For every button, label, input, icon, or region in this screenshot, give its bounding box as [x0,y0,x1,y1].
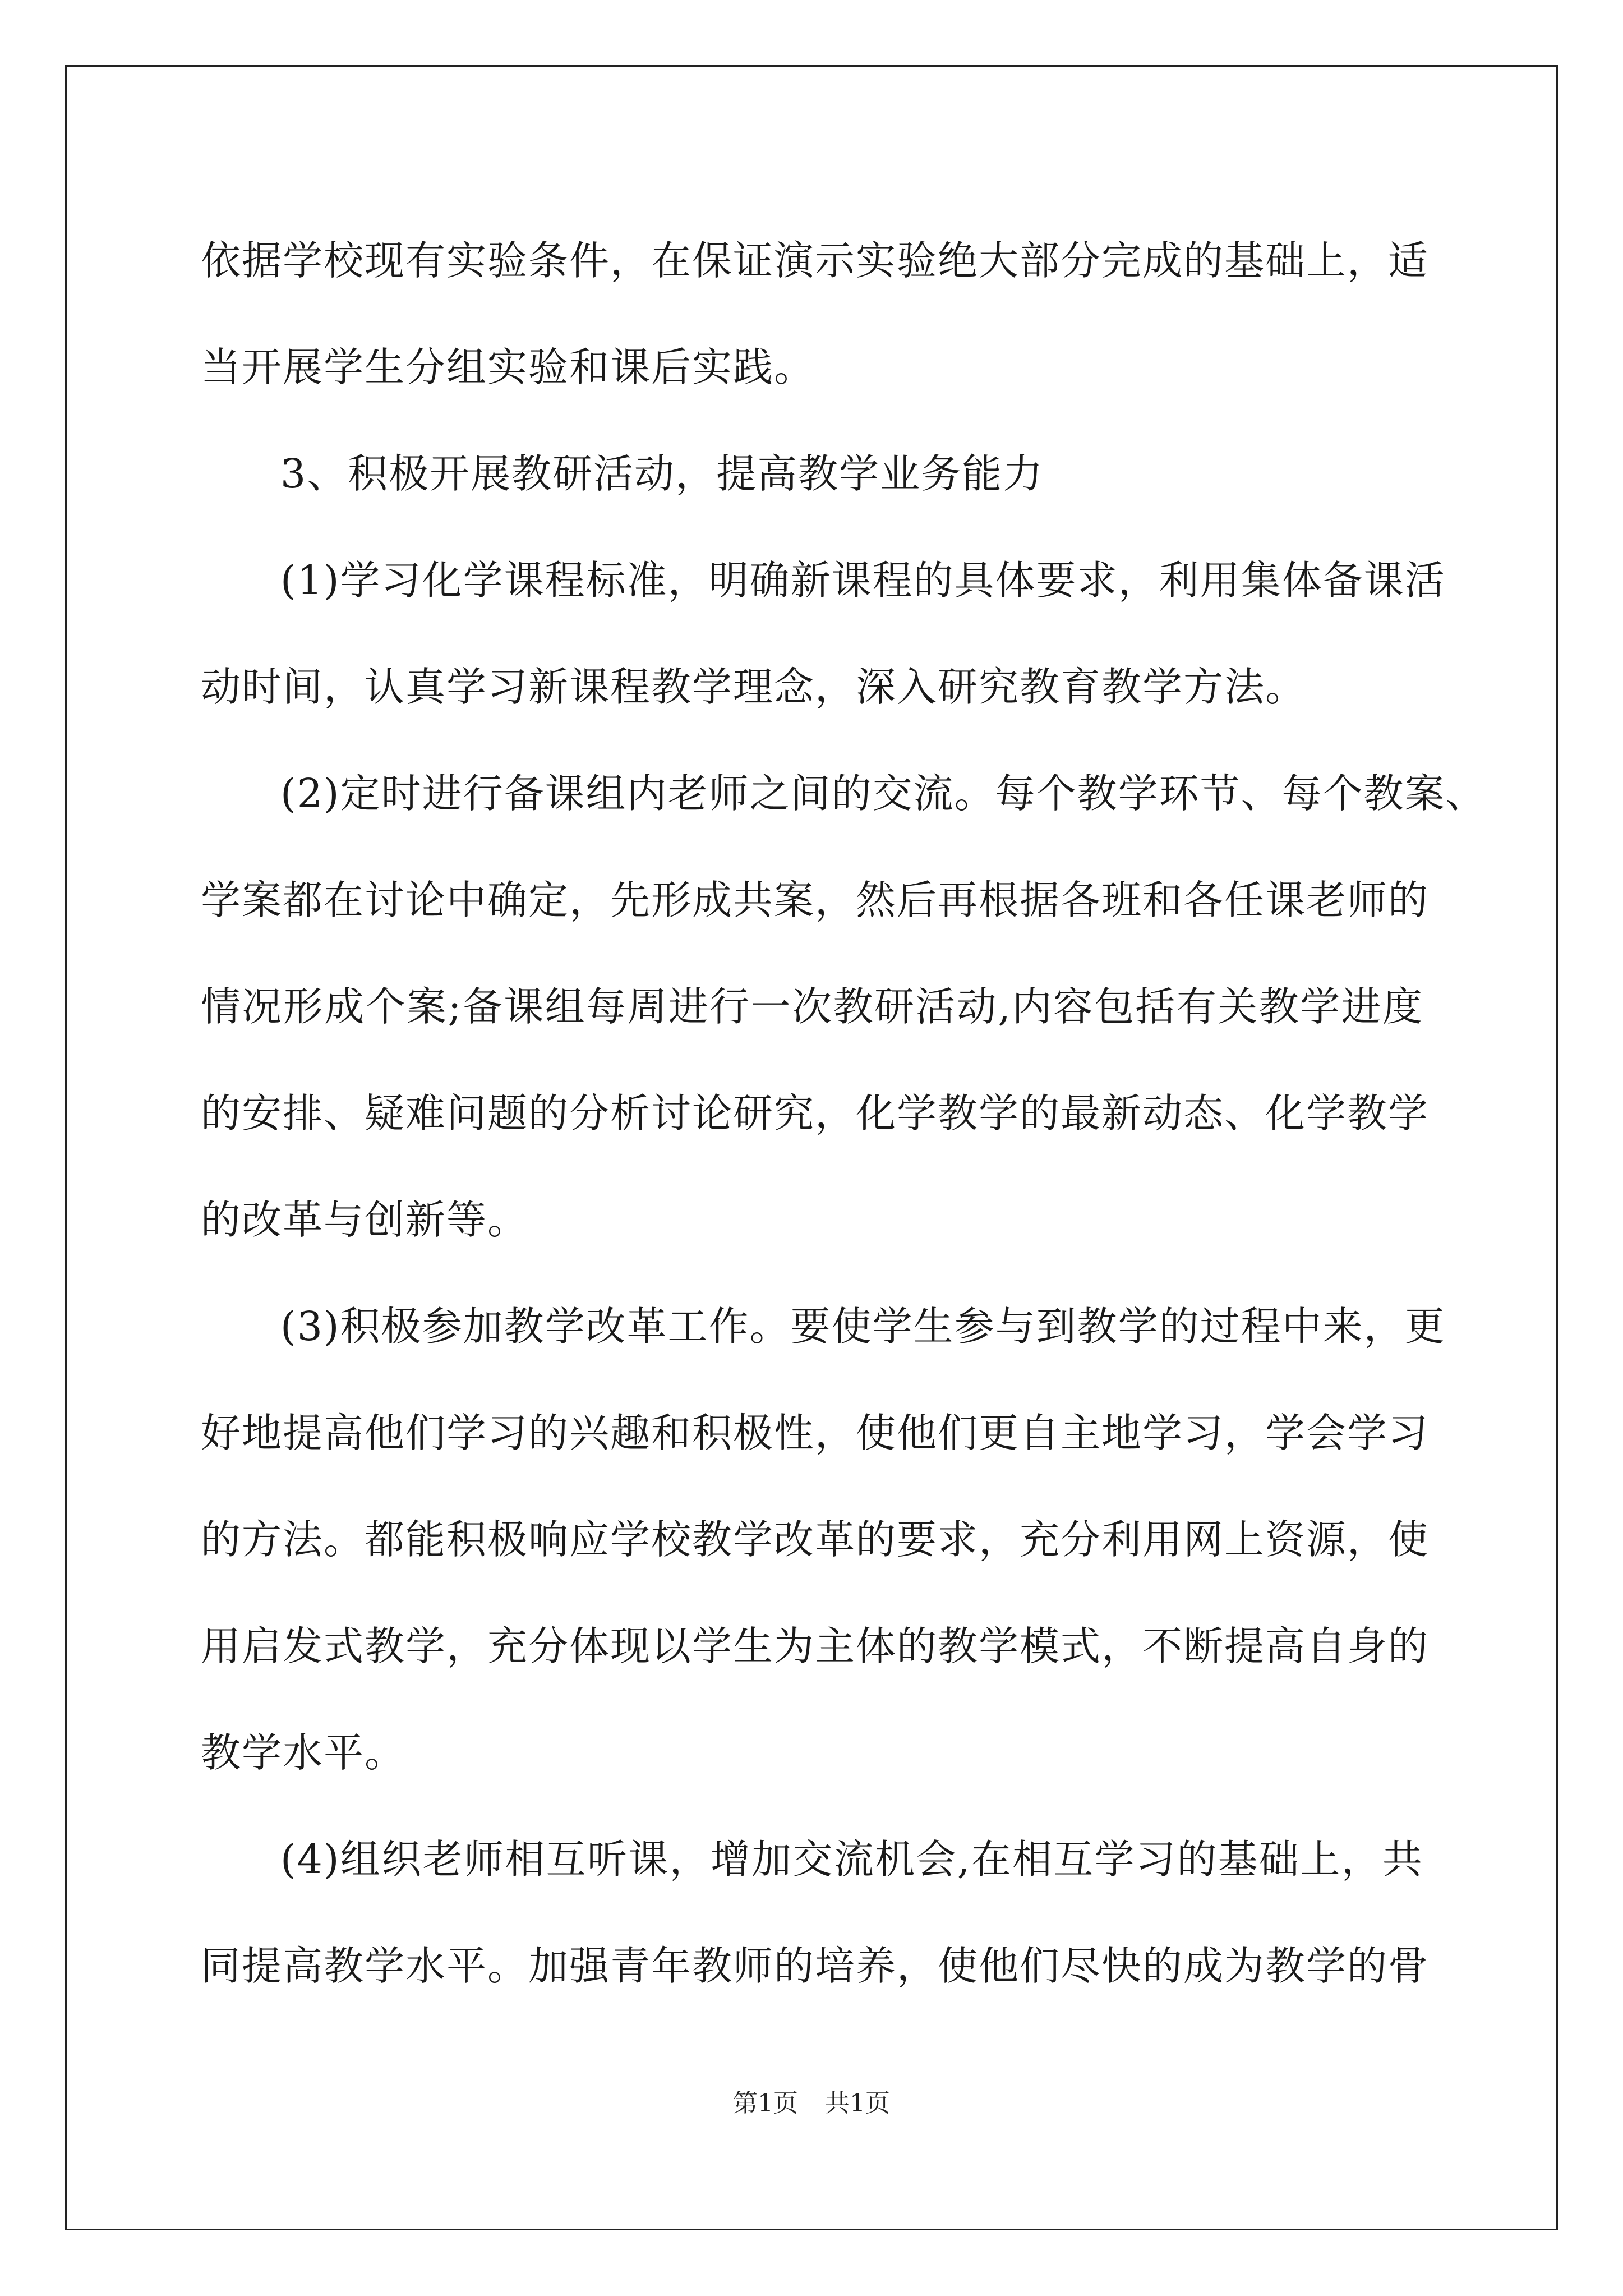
text-line: 动时间，认真学习新课程教学理念，深入研究教育教学方法。 [201,664,1307,710]
text-line: 好地提高他们学习的兴趣和积极性，使他们更自主地学习，学会学习 [201,1410,1430,1456]
document-body [201,208,1487,2019]
page-footer [0,2087,1623,2120]
text-line: 情况形成个案;备课组每周进行一次教研活动,内容包括有关教学进度 [201,983,1423,1030]
text-line: 用启发式教学，充分体现以学生为主体的教学模式，不断提高自身的 [201,1623,1430,1669]
text-line: (1)学习化学课程标准，明确新课程的具体要求，利用集体备课活 [280,557,1446,604]
text-line: 的方法。都能积极响应学校教学改革的要求，充分利用网上资源，使 [201,1516,1430,1563]
section-heading: 3、积极开展教研活动，提高教学业务能力 [280,450,1044,497]
text-line: 依据学校现有实验条件，在保证演示实验绝大部分完成的基础上，适 [201,237,1430,284]
text-line: 的安排、疑难问题的分析讨论研究，化学教学的最新动态、化学教学 [201,1090,1430,1137]
text-line: 学案都在讨论中确定，先形成共案，然后再根据各班和各任课老师的 [201,877,1430,923]
text-line: (4)组织老师相互听课，增加交流机会,在相互学习的基础上，共 [280,1836,1423,1883]
text-line: (3)积极参加教学改革工作。要使学生参与到教学的过程中来，更 [280,1303,1446,1350]
text-line: 同提高教学水平。加强青年教师的培养，使他们尽快的成为教学的骨 [201,1943,1430,1989]
text-line: 的改革与创新等。 [201,1197,529,1243]
text-line: (2)定时进行备课组内老师之间的交流。每个教学环节、每个教案、 [280,770,1487,817]
text-line: 教学水平。 [201,1729,406,1776]
page-total: 共1页 [825,2089,890,2118]
page-number: 第1页 [733,2089,798,2118]
text-line: 当开展学生分组实验和课后实践。 [201,344,815,390]
